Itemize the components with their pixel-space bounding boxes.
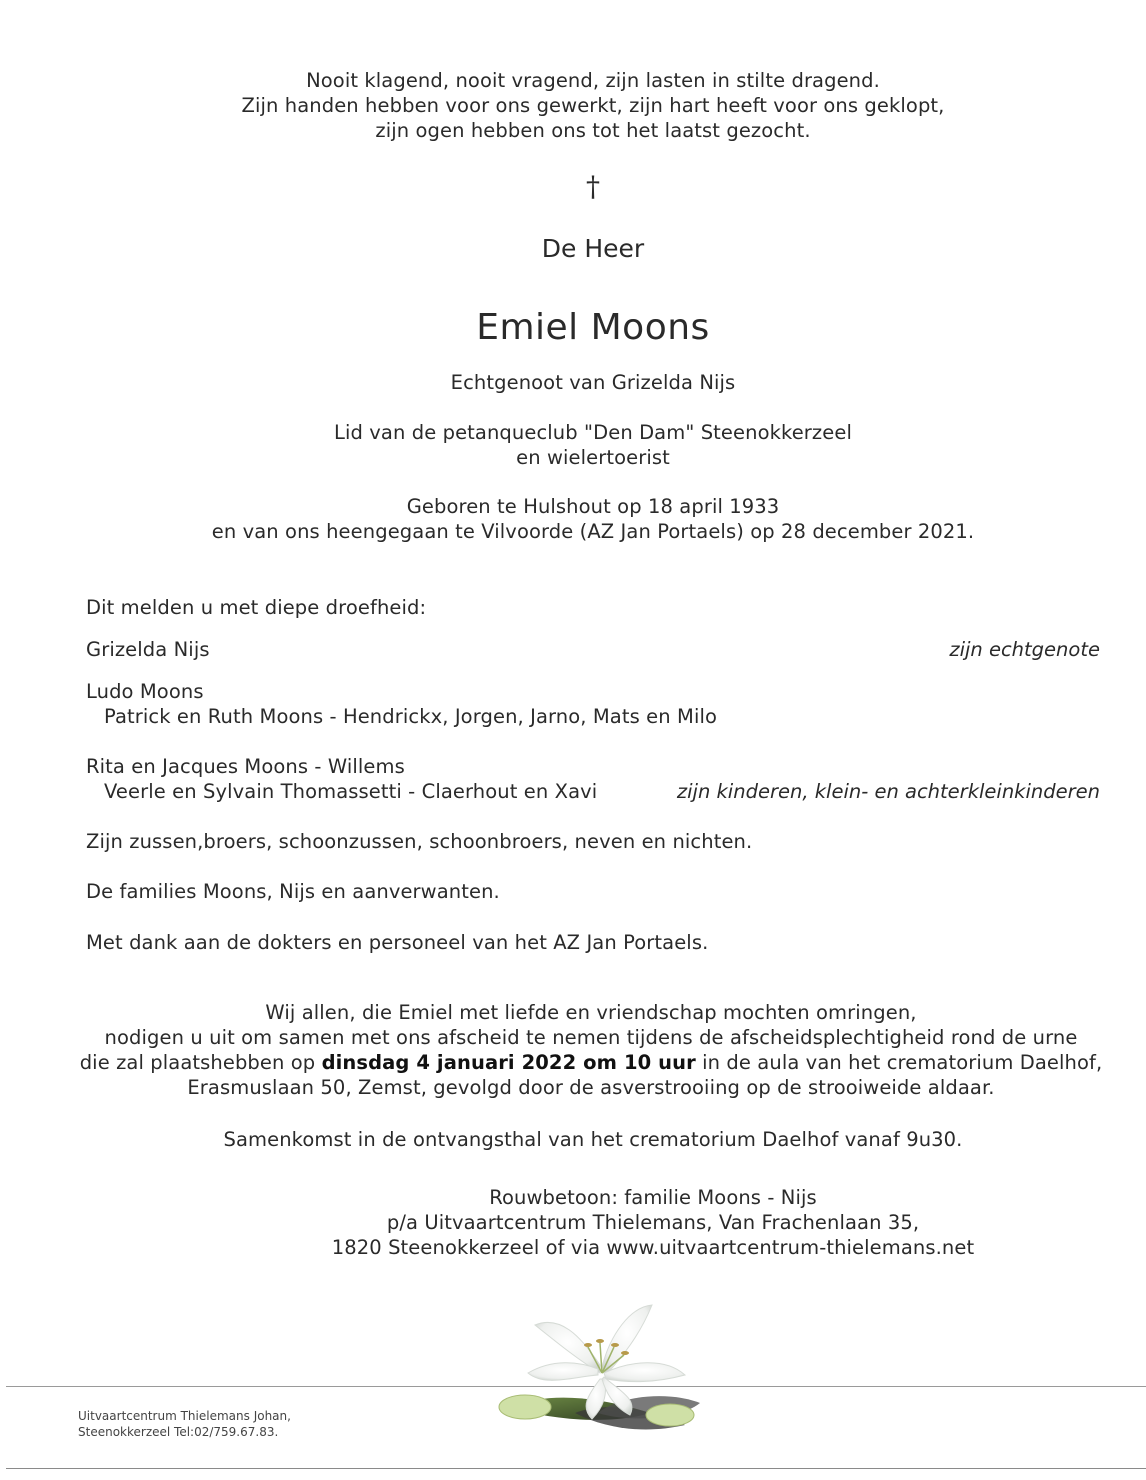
gathering-line: Samenkomst in de ontvangsthal van het crematorium Daelhof vanaf 9u30. — [223, 1128, 963, 1151]
club-line: en wielertoerist — [516, 446, 670, 469]
thanks-line: Met dank aan de dokters en personeel van het AZ Jan Portaels. — [86, 931, 709, 954]
bottom-divider — [6, 1468, 1146, 1469]
ceremony-date: dinsdag 4 januari 2022 om 10 uur — [321, 1051, 696, 1074]
club-membership — [0, 420, 1146, 470]
grandchildren-line: Patrick en Ruth Moons - Hendrickx, Jorgen, Jarno, Mats en Milo — [104, 705, 718, 728]
invite-line: nodigen u uit om samen met ons afscheid te nemen tijdens de afscheidsplechtigheid rond de urne — [104, 1026, 1078, 1049]
condolence-line: 1820 Steenokkerzeel of via www.uitvaartcentrum-thielemans.net — [331, 1236, 975, 1259]
children-role: zijn kinderen, klein- en achterkleinkinderen — [676, 780, 1100, 803]
grandchildren-line: Veerle en Sylvain Thomassetti - Claerhout en Xavi — [104, 780, 598, 803]
poem-line: Nooit klagend, nooit vragend, zijn lasten in stilte dragend. — [306, 69, 880, 92]
poem — [0, 68, 1146, 143]
condolences — [60, 1185, 1146, 1260]
spouse-entry-name: Grizelda Nijs — [86, 638, 210, 661]
cross-symbol: † — [586, 170, 600, 203]
life-dates — [0, 494, 1146, 544]
announce-line: Dit melden u met diepe droefheid: — [86, 596, 427, 619]
child-entry — [86, 679, 1106, 729]
invite-text: in de aula van het crematorium Daelhof, — [695, 1051, 1103, 1074]
death-line: en van ons heengegaan te Vilvoorde (AZ Jan Portaels) op 28 december 2021. — [211, 520, 975, 543]
condolence-line: Rouwbetoon: familie Moons - Nijs — [489, 1186, 817, 1209]
invitation — [0, 1000, 1146, 1100]
invite-line: Erasmuslaan 50, Zemst, gevolgd door de asverstrooiing op de strooiweide aldaar. — [187, 1076, 995, 1099]
spouse-entry-role: zijn echtgenote — [949, 638, 1100, 661]
families-line: De families Moons, Nijs en aanverwanten. — [86, 880, 500, 903]
title: De Heer — [541, 234, 645, 263]
footer-line: Steenokkerzeel Tel:02/759.67.83. — [78, 1425, 279, 1439]
condolence-line: p/a Uitvaartcentrum Thielemans, Van Frachenlaan 35, — [386, 1211, 920, 1234]
child-name: Rita en Jacques Moons - Willems — [86, 755, 405, 778]
invite-text: die zal plaatshebben op — [79, 1051, 322, 1074]
poem-line: Zijn handen hebben voor ons gewerkt, zijn hart heeft voor ons geklopt, — [241, 94, 945, 117]
poem-line: zijn ogen hebben ons tot het laatst gezocht. — [375, 119, 811, 142]
footer-imprint — [78, 1408, 291, 1440]
deceased-name: Emiel Moons — [476, 307, 710, 348]
birth-line: Geboren te Hulshout op 18 april 1933 — [406, 495, 780, 518]
lily-flower-icon — [480, 1295, 720, 1445]
siblings-line: Zijn zussen,broers, schoonzussen, schoonbroers, neven en nichten. — [86, 830, 753, 853]
invite-line: Wij allen, die Emiel met liefde en vriendschap mochten omringen, — [265, 1001, 917, 1024]
spouse-line: Echtgenoot van Grizelda Nijs — [450, 371, 736, 394]
invite-line — [0, 1050, 1146, 1075]
child-name: Ludo Moons — [86, 680, 204, 703]
footer-line: Uitvaartcentrum Thielemans Johan, — [78, 1409, 291, 1423]
club-line: Lid van de petanqueclub "Den Dam" Steenokkerzeel — [334, 421, 852, 444]
